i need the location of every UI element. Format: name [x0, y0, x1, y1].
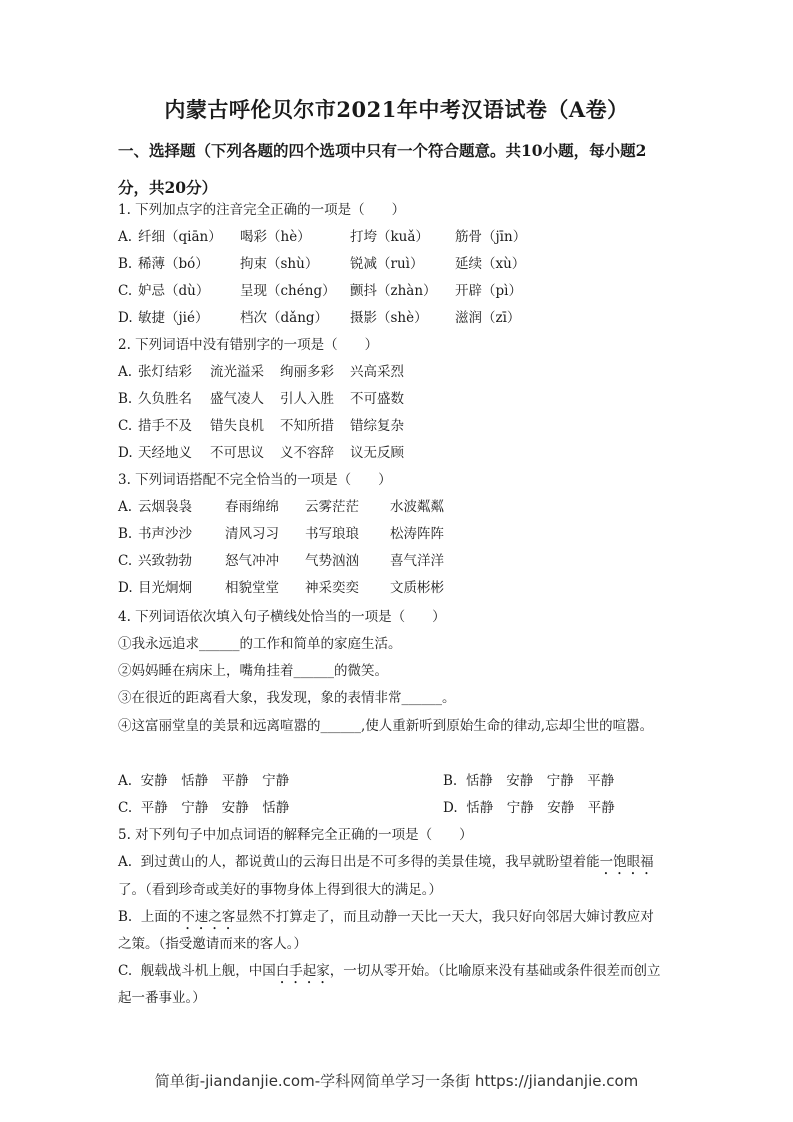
- question-4-stem: 4. 下列词语依次填入句子横线处恰当的一项是（ ）: [118, 609, 446, 625]
- option-item: 文质彬彬: [390, 580, 444, 596]
- option-item: 兴高采烈: [350, 364, 404, 380]
- option-item: 松涛阵阵: [390, 526, 444, 542]
- option-label: A.: [118, 229, 133, 245]
- option-item: 摄影（shè）: [350, 310, 428, 326]
- option-label: C.: [118, 553, 133, 569]
- option-item: 久负胜名: [138, 391, 192, 407]
- option-item: 书声沙沙: [138, 526, 192, 542]
- option-item: 云雾茫茫: [305, 499, 359, 515]
- section-heading-line2: 分，共20分）: [118, 178, 218, 197]
- option-label: B.: [118, 391, 133, 407]
- question-5-option-b-cont: 之策。（指受邀请而来的客人。）: [118, 936, 307, 952]
- question-1-stem: 1. 下列加点字的注音完全正确的一项是（ ）: [118, 202, 406, 218]
- option-item: 怒气冲冲: [225, 553, 279, 569]
- option-item: 不可盛数: [350, 391, 404, 407]
- question-4-sentence-4: ④这富丽堂皇的美景和远离喧嚣的______,使人重新听到原始生命的律动,忘却尘世的喧嚣。: [118, 718, 654, 734]
- option-item: 相貌堂堂: [225, 580, 279, 596]
- option-item: 张灯结彩: [138, 364, 192, 380]
- option-item: 不可思议: [210, 445, 264, 461]
- option-item: 议无反顾: [350, 445, 404, 461]
- option-item: 流光溢采: [210, 364, 264, 380]
- question-4-option-b: B. 恬静 安静 宁静 平静: [443, 773, 615, 789]
- option-item: 档次（dǎng）: [240, 310, 329, 326]
- question-3-stem: 3. 下列词语搭配不完全恰当的一项是（ ）: [118, 472, 392, 488]
- option-item: 筋骨（jīn）: [455, 229, 527, 245]
- option-item: 延续（xù）: [455, 256, 526, 272]
- question-5-stem: 5. 对下列句子中加点词语的解释完全正确的一项是（ ）: [118, 827, 473, 843]
- question-4-option-a: A. 安静 恬静 平静 宁静: [118, 773, 290, 789]
- option-item: 不知所措: [280, 418, 334, 434]
- question-4-sentence-2: ②妈妈睡在病床上，嘴角挂着______的微笑。: [118, 663, 388, 679]
- question-5-option-a-cont: 了。（看到珍奇或美好的事物身体上得到很大的满足。）: [118, 882, 442, 898]
- question-5-option-c: C. 舰载战斗机上舰，中国白手起家，一切从零开始。（比喻原来没有基础或条件很差而创立: [118, 963, 661, 979]
- section-heading: [118, 137, 698, 201]
- option-item: 天经地义: [138, 445, 192, 461]
- option-item: 喝彩（hè）: [240, 229, 311, 245]
- option-item: 敏捷（jié）: [138, 310, 209, 326]
- option-label: A.: [118, 364, 133, 380]
- option-item: 呈现（chéng）: [240, 283, 336, 299]
- option-item: 气势汹汹: [305, 553, 359, 569]
- option-item: 锐减（ruì）: [350, 256, 424, 272]
- question-4-option-d: D. 恬静 宁静 安静 平静: [443, 800, 615, 816]
- option-item: 纤细（qiān）: [138, 229, 222, 245]
- question-5-option-a: A. 到过黄山的人，都说黄山的云海日出是不可多得的美景佳境，我早就盼望着能一饱眼福: [118, 854, 654, 870]
- option-label: C.: [118, 418, 133, 434]
- question-4-sentence-3: ③在很近的距离看大象，我发现，象的表情非常______。: [118, 690, 456, 706]
- option-item: 措手不及: [138, 418, 192, 434]
- option-label: B.: [118, 256, 133, 272]
- option-item: 妒忌（dù）: [138, 283, 210, 299]
- option-item: 喜气洋洋: [390, 553, 444, 569]
- question-5-option-b: B. 上面的不速之客显然不打算走了，而且动静一天比一天大，我只好向邻居大婶讨教应对: [118, 909, 654, 925]
- option-item: 滋润（zī）: [455, 310, 521, 326]
- option-item: 目光炯炯: [138, 580, 192, 596]
- option-item: 水波粼粼: [390, 499, 444, 515]
- option-item: 云烟袅袅: [138, 499, 192, 515]
- option-item: 盛气凌人: [210, 391, 264, 407]
- option-label: D.: [118, 580, 133, 596]
- option-label: D.: [118, 310, 133, 326]
- footer-watermark: 简单街-jiandanjie.com-学科网简单学习一条街 https://jiandanjie.com: [154, 1072, 639, 1090]
- option-item: 清风习习: [225, 526, 279, 542]
- question-4-sentence-1: ①我永远追求______的工作和简单的家庭生活。: [118, 636, 402, 652]
- option-item: 稀薄（bó）: [138, 256, 209, 272]
- option-item: 拘束（shù）: [240, 256, 319, 272]
- page-title: 内蒙古呼伦贝尔市2021年中考汉语试卷（A卷）: [164, 97, 629, 122]
- option-item: 义不容辞: [280, 445, 334, 461]
- option-item: 绚丽多彩: [280, 364, 334, 380]
- option-item: 颤抖（zhàn）: [350, 283, 437, 299]
- question-5-option-c-cont: 起一番事业。）: [118, 990, 206, 1006]
- option-item: 开辟（pì）: [455, 283, 522, 299]
- option-item: 错失良机: [210, 418, 264, 434]
- option-item: 打垮（kuǎ）: [350, 229, 429, 245]
- option-item: 神采奕奕: [305, 580, 359, 596]
- option-label: D.: [118, 445, 133, 461]
- question-2-stem: 2. 下列词语中没有错别字的一项是（ ）: [118, 337, 379, 353]
- question-4-option-c: C. 平静 宁静 安静 恬静: [118, 800, 290, 816]
- option-label: C.: [118, 283, 133, 299]
- option-label: B.: [118, 526, 133, 542]
- option-item: 春雨绵绵: [225, 499, 279, 515]
- option-item: 错综复杂: [350, 418, 404, 434]
- section-heading-line1: 一、选择题（下列各题的四个选项中只有一个符合题意。共10小题，每小题2: [118, 141, 647, 160]
- option-item: 兴致勃勃: [138, 553, 192, 569]
- option-label: A.: [118, 499, 133, 515]
- option-item: 书写琅琅: [305, 526, 359, 542]
- option-item: 引人入胜: [280, 391, 334, 407]
